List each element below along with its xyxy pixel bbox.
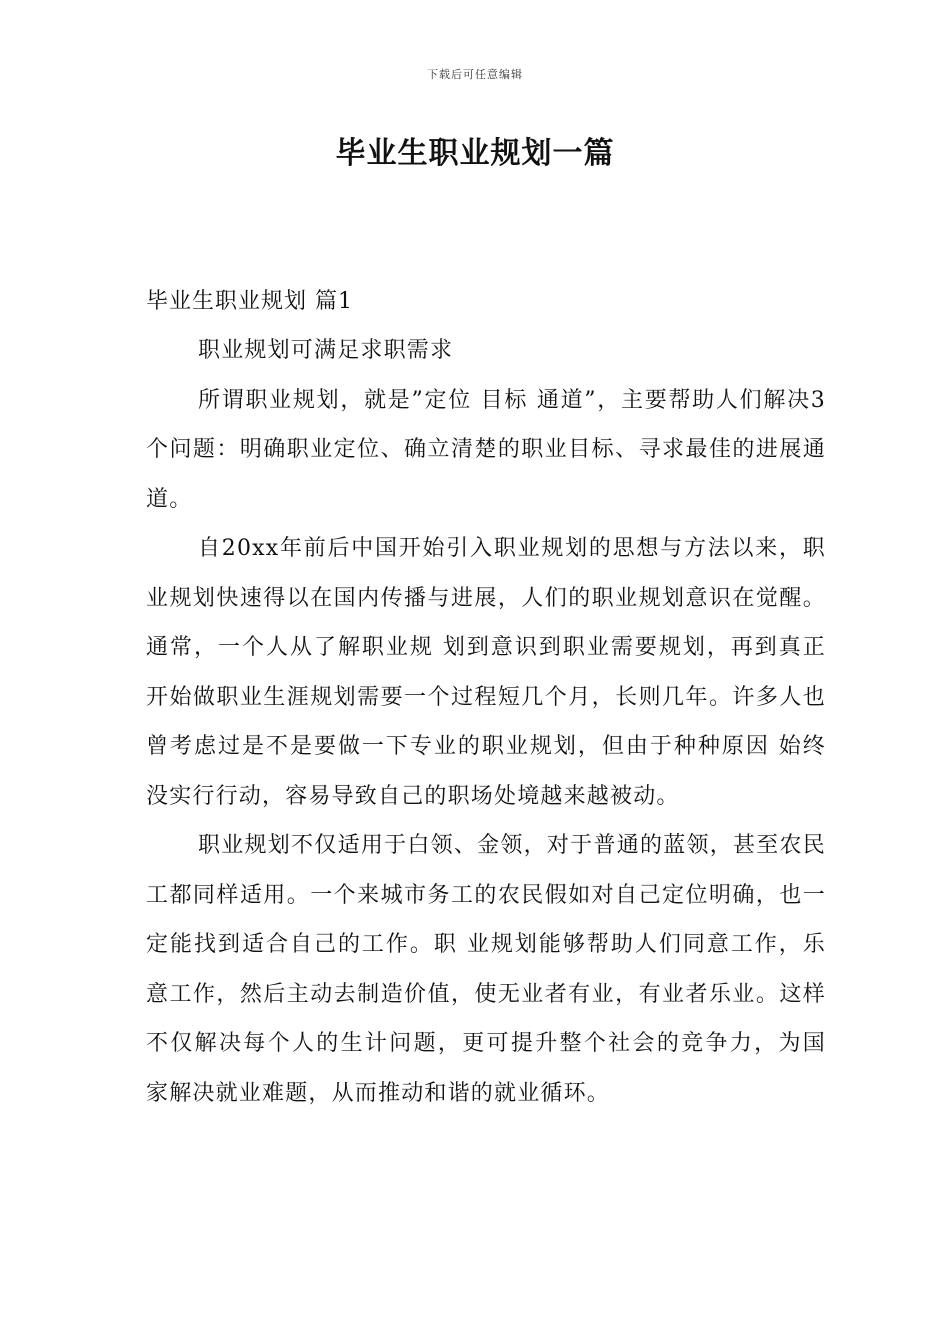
paragraph: 职业规划不仅适用于白领、金领，对于普通的蓝领，甚至农民工都同样适用。一个来城市务工的农民假如对自己定位明确，也一定能找到适合自己的工作。职 业规划能够帮助人们同意工作，乐意工作，然后主动去制造价值，使无业者有业，有业者乐业。这样不仅解决每个人的生计问题，更可提升整个社会的竞争力，为国 家解决就业难题，从而推动和谐的就业循环。 [146, 833, 826, 1106]
header-note: 下载后可任意编辑 [427, 68, 523, 81]
section-heading: 毕业生职业规划 篇1 [146, 289, 353, 314]
paragraph: 所谓职业规划，就是”定位 目标 通道”，主要帮助人们解决3个问题：明确职业定位、确立清楚的职业目标、寻求最佳的进展通道。 [146, 387, 826, 512]
paragraph: 自20xx年前后中国开始引入职业规划的思想与方法以来，职业规划快速得以在国内传播与进展，人们的职业规划意识在觉醒。通常，一个人从了解职业规 划到意识到职业需要规划，再到真正开始做职业生涯规划需要一个过程短几个月，长则几年。许多人也曾考虑过是不是要做一下专业的职业规划，但由于种种原因 始终没实行行动，容易导致自己的职场处境越来越被动。 [146, 536, 826, 809]
paragraph: 职业规划可满足求职需求 [198, 338, 454, 363]
document-title: 毕业生职业规划一篇 [335, 136, 615, 171]
body-text [146, 326, 826, 1118]
